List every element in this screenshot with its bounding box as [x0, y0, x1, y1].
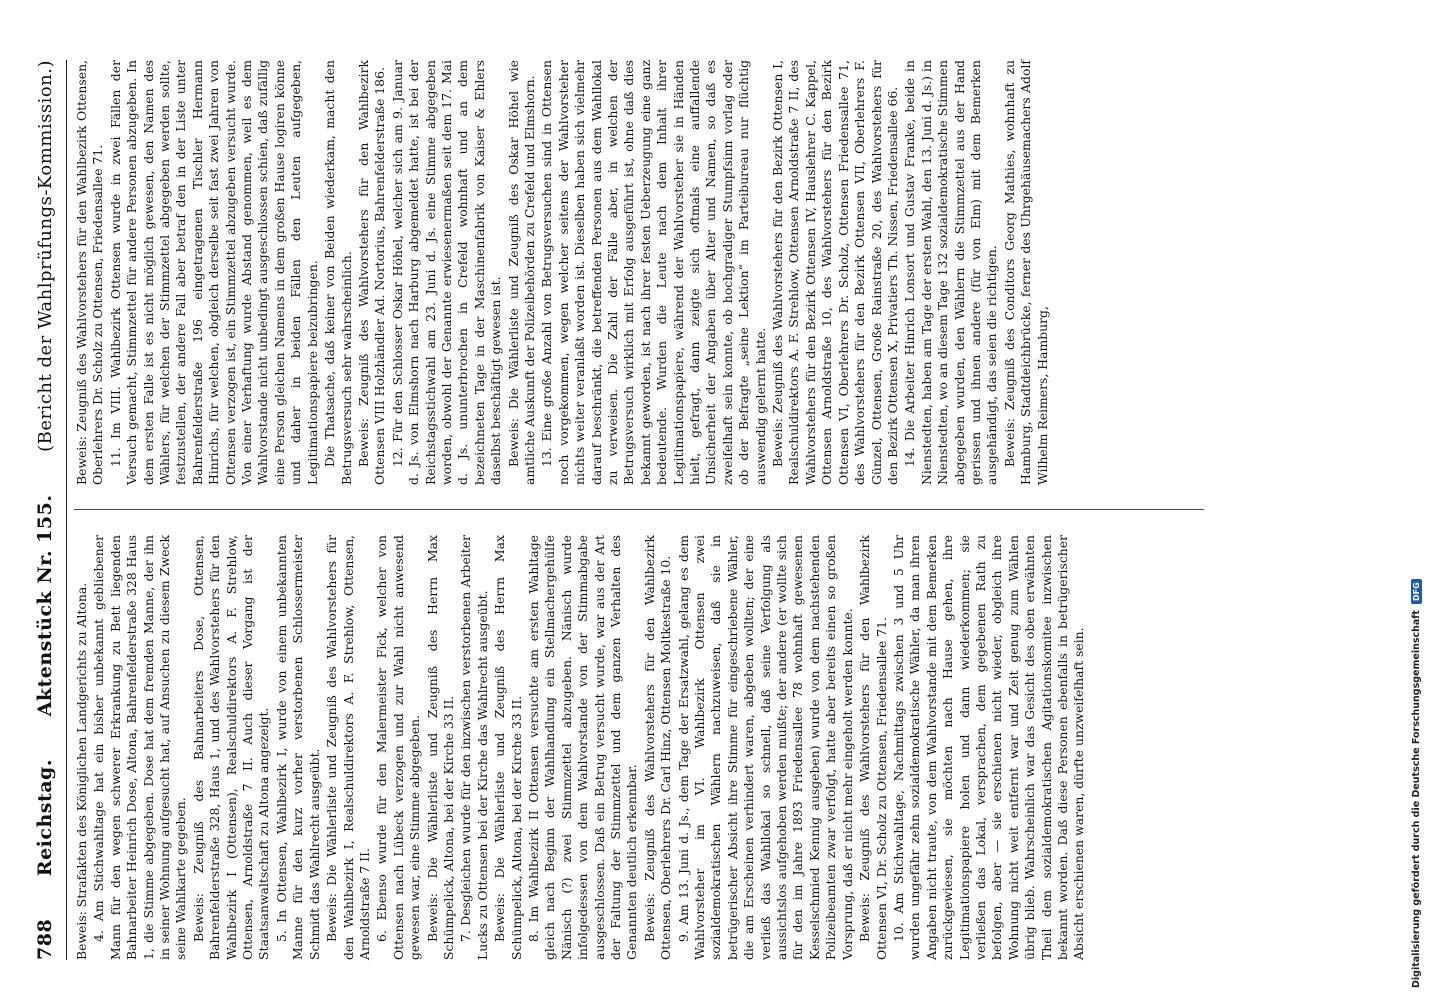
paragraph: Die Thatsache, daß keiner von Beiden wiederkam, macht den Betrugsversuch sehr wahrscheinlich. [322, 60, 354, 485]
paragraph: Beweis: Strafakten des Königlichen Landgerichts zu Altona. [74, 582, 89, 960]
paragraph: Beweis: Die Wählerliste und Zeugniß des Wahlvorstehers für den Wahlbezirk I, Realschuldirektors A. F. Strehlow, Ottensen, Arnoldstraße 7 II. [324, 535, 372, 960]
right-column [74, 60, 1052, 485]
paragraph: 12. Für den Schlosser Oskar Höhel, welcher sich am 9. Januar d. Js. von Elmshorn nach Harburg abgemeldet hatte, ist bei der Reichstagsstichwahl am 23. Juni d. Js. eine Stimme abgegeben worden, obwohl der Genannte erwiesenermaßen seit dem 17. Mai d. Js. ununterbrochen in Crefeld wohnhaft und an dem bezeichneten Tage in der Maschinenfabrik von Kaiser & Ehlers daselbst beschäftigt gewesen ist. [389, 60, 504, 485]
paragraph: 10. Am Stichwahltage, Nachmittags zwischen 3 und 5 Uhr wurden ungefähr zehn sozialdemokratische Wähler, da man ihren Angaben nicht traute, von dem Wahlvorstande mit dem Bemerken zurückgewiesen, sie möchten nach Hause gehen, ihre Legitimationspapiere holen und dann wiederkommen; sie verließen das Lokal, versprachen, dem gegebenen Rath zu befolgen, aber — sie erschienen nicht wieder, obgleich ihre Wohnung nicht weit entfernt war und Zeit genug zum Wählen übrig blieb. Wahrscheinlich war das Gesicht des oben erwähnten Theil dem sozialdemokratischen Agitationskomitee inzwischen bekannt worden. Daß diese Personen ebenfalls in betrügerischer Absicht erschienen waren, dürfte unzweifelhaft sein. [890, 535, 1087, 960]
paragraph: Beweis: Zeugniß des Wahlvorstehers für den Wahlbezirk Ottensen VIII Holzhändler Ad. Nortorius, Bahrenfelderstraße 186. [355, 60, 388, 485]
paragraph: Beweis: Zeugniß des Conditors Georg Mathies, wohnhaft zu Hamburg, Stadtdeichbrücke, ferner des Uhrgehäusemachers Adolf Wilhelm Reimers, Hamburg, [1001, 60, 1050, 485]
paragraph: Beweis: Zeugniß des Wahlvorstehers für den Bezirk Ottensen I, Realschuldirektors A. F. Strehlow, Ottensen Arnoldstraße 7 II, des Wahlvorstehers für den Bezirk Ottensen IV, Hauslehrer C. Kappel, Ottensen Arnoldstraße 10, des Wahlvorstehers für den Bezirk Ottensen VI, Oberlehrers Dr. Scholz, Ottensen Friedensallee 71, des Wahlvorstehers für den Bezirk Ottensen VII, Oberlehrers F. Günzel, Ottensen, Große Rainstraße 20, des Wahlvorstehers für den Bezirk Ottensen X, Privatiers Th. Nissen, Friedensallee 66. [770, 60, 900, 485]
digitization-credit [1400, 0, 1432, 1000]
paragraph: 8. Im Wahlbezirk II Ottensen versuchte am ersten Wahltage gleich nach Beginn der Wahlhandlung ein Stellmachergehülfe Nänisch (?) zwei Stimmzettel abzugeben. Nänisch wurde infolgedessen von dem Wahlvorstande von der Stimmabgabe ausgeschlossen. Daß ein Betrug versucht wurde, war aus der Art der Faltung der Stimmzettel und dem ganzen Verhalten des Genannten deutlich erkennbar. [525, 535, 640, 960]
credit-text: Digitalisierung gefördert durch die Deutsche Forschungsgemeinschaft [1410, 610, 1422, 988]
document-page [0, 30, 1410, 990]
paragraph: 13. Eine große Anzahl von Betrugsversuchen sind in Ottensen noch vorgekommen, wegen welcher seitens der Wahlvorsteher nichts weiter veranlaßt worden ist. Dieselben haben sich vielmehr darauf beschränkt, die betreffenden Personen aus dem Wahllokal zu verweisen. Die Zahl der Fälle aber, in welchen der Betrugsversuch wirklich mit Erfolg ausgeführt ist, ohne daß dies bekannt geworden, ist nach ihrer festen Ueberzeugung eine ganz bedeutende. Wurden die Leute nach dem Inhalt ihrer Legitimationspapiere, während der Wahlvorsteher sie in Händen hielt, gefragt, dann zeigte sich oftmals eine auffallende Unsicherheit der Angaben über Alter und Namen, so daß es zweifelhaft sein konnte, ob hochgradiger Stumpfsinn vorlag oder ob der Befragte „seine Lektion“ im Parteibureau nur flüchtig auswendig gelernt hatte. [539, 60, 768, 485]
column-divider [74, 509, 1204, 510]
paragraph: 11. Im VIII. Wahlbezirk Ottensen wurde in zwei Fällen der Versuch gemacht, Stimmzettel für andere Personen abzugeben. In dem ersten Falle ist es nicht möglich gewesen, den Namen des Wählers, für welchen der Stimmzettel abgegeben werden sollte, festzustellen, der andere Fall aber betraf den in der Liste unter Bahrenfelderstraße 196 eingetragenen Tischler Hermann Hinrichs, für welchen, obgleich derselbe seit fast zwei Jahren von Ottensen verzogen ist, ein Stimmzettel abzugeben versucht wurde. Von einer Verhaftung wurde Abstand genommen, weil es dem Wahlvorstande nicht unbedingt ausgeschlossen schien, daß zufällig eine Person gleichen Namens in dem großen Hause logiren könne und daher in beiden Fällen den Leuten aufgegeben, Legitimationspapiere beizubringen. [107, 60, 320, 485]
header-reichstag: Reichstag. [34, 759, 56, 877]
page-number: 788 [34, 918, 56, 960]
dfg-logo: DFG [1411, 579, 1422, 604]
paragraph: Beweis: Die Wählerliste und Zeugniß des Herrn Max Schümpelick, Altona, bei der Kirche 33 II. [424, 535, 456, 960]
paragraph: 9. Am 13. Juni d. Js., dem Tage der Ersatzwahl, gelang es dem Wahlvorsteher im VI. Wahlbezirk Ottensen zwei sozialdemokratischen Wählern nachzuweisen, daß sie in betrügerischer Absicht ihre Stimme für eingeschriebene Wähler, die am Erscheinen verhindert waren, abgeben wollten; der eine verließ das Wahllokal so schnell, daß seine Verfolgung als aussichtslos aufgehoben werden mußte; der andere (er wollte sich für den im Jahre 1893 Friedensallee 78 wohnhaft gewesenen Kesselschmied Kennig ausgeben) wurde von dem nachstehenden Polizeibeamten zwar verfolgt, hatte aber bereits einen so großen Vorsprung, daß er nicht mehr eingeholt werden konnte. [675, 535, 855, 960]
paragraph: 7. Desgleichen wurde für den inzwischen verstorbenen Arbeiter Lucks zu Ottensen bei der Kirche das Wahlrecht ausgeübt. [458, 535, 490, 960]
paragraph: Beweis: Die Wählerliste und Zeugniß des Oskar Höhel wie amtliche Auskunft der Polizeibehörden zu Crefeld und Elmshorn. [505, 60, 537, 485]
header-bericht: (Bericht der Wahlprüfungs-Kommission.) [34, 60, 56, 452]
paragraph: 14. Die Arbeiter Hinrich Lonsort und Gustav Franke, beide in Nienstedten, haben am Tage der ersten Wahl, den 13. Juni d. Js.) in Nienstedten, wo an diesem Tage 132 sozialdemokratische Stimmen abgegeben wurden, den Wählern die Stimmzettel aus der Hand gerissen und ihnen andere (für von Elm) mit dem Bemerken ausgehändigt, das seien die richtigen. [902, 60, 1000, 485]
paragraph: Beweis: Die Wählerliste und Zeugniß des Herrn Max Schümpelick, Altona, bei der Kirche 33 II. [492, 535, 524, 960]
paragraph: Beweis: Zeugniß des Wahlvorstehers für den Wahlbezirk Ottensen VI, Dr. Scholz zu Ottensen, Friedensallee 71. [857, 535, 889, 960]
paragraph: Beweis: Zeugniß des Wahlvorstehers für den Wahlbezirk Ottensen, Oberlehrers Dr. Carl Hinz, Ottensen Moltkestraße 10. [641, 535, 674, 960]
page-header [30, 60, 60, 960]
paragraph: 5. In Ottensen, Wahlbezirk I, wurde von einem unbekannten Manne für den kurz vorher verstorbenen Schlossermeister Schmidt das Wahlrecht ausgeübt. [273, 535, 322, 960]
header-rule [66, 60, 67, 960]
paragraph: 6. Ebenso wurde für den Malermeister Fick, welcher von Ottensen nach Lübeck verzogen und zur Wahl nicht anwesend gewesen war, eine Stimme abgegeben. [374, 535, 423, 960]
paragraph: 4. Am Stichwahltage hat ein bisher unbekannt gebliebener Mann für den wegen schwerer Erkrankung zu Bett liegenden Bahnarbeiter Heinrich Dose, Altona, Bahrenfelderstraße 328 Haus 1, die Stimme abgegeben. Dose hat dem fremden Manne, der ihn in seiner Wohnung aufgesucht hat, auf Ansuchen zu diesem Zweck seine Wahlkarte gegeben. [91, 535, 189, 960]
paragraph: Beweis: Zeugniß des Wahlvorstehers für den Wahlbezirk Ottensen, Oberlehrers Dr. Scholz zu Ottensen, Friedensallee 71. [74, 60, 106, 485]
left-column [74, 535, 1089, 960]
paragraph: Beweis: Zeugniß des Bahnarbeiters Dose, Ottensen, Bahrenfelderstraße 328, Haus 1, und des Wahlvorstehers für den Wahlbezirk I (Ottensen), Realschuldirektors A. F. Strehlow, Ottensen, Arnoldstraße 7 II. Auch dieser Vorgang ist der Staatsanwaltschaft zu Altona angezeigt. [190, 535, 272, 960]
header-aktenstueck: Aktenstück Nr. 155. [34, 494, 56, 717]
